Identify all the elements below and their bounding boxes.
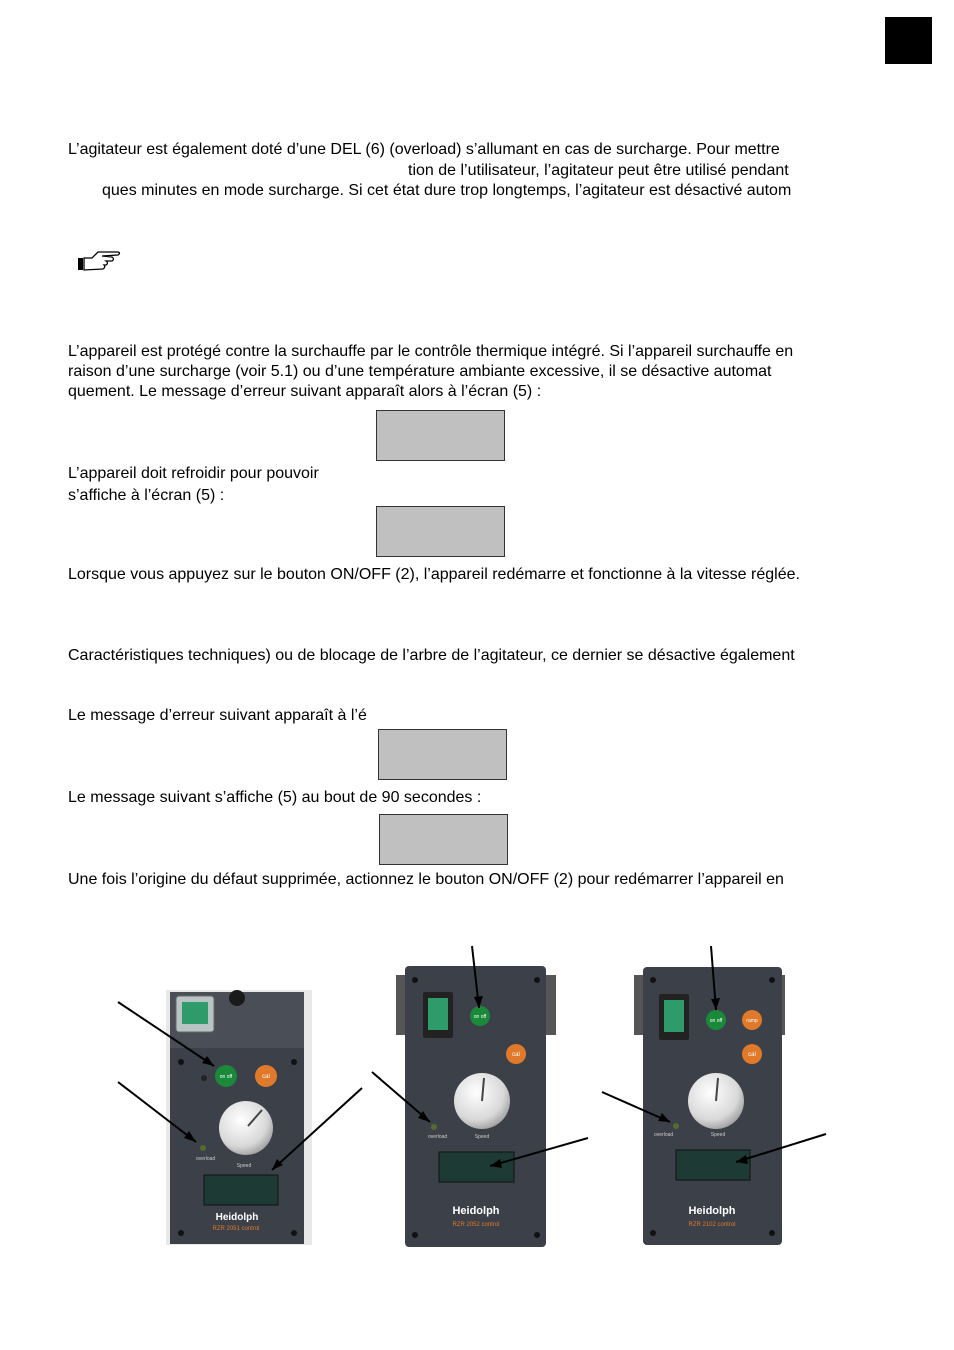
- text-line: Caractéristiques techniques) ou de blocage de l’arbre de l’agitateur, ce dernier se désactive également: [68, 647, 795, 664]
- display-message-box: [376, 506, 505, 557]
- device-2-knob-label: Speed: [474, 1134, 490, 1140]
- device-3-button2-label: ramp: [746, 1018, 758, 1024]
- text-line: quement. Le message d’erreur suivant apparaît alors à l’écran (5) :: [68, 383, 542, 400]
- text-line: L’appareil est protégé contre la surchauffe par le contrôle thermique intégré. Si l’appareil surchauffe en: [68, 343, 794, 360]
- text-line: Le message d’erreur suivant apparaît à l’é: [68, 707, 367, 724]
- display-message-box: [379, 814, 508, 865]
- device-1-knob-label: Speed: [236, 1163, 252, 1169]
- display-message-box: [378, 729, 507, 780]
- device-3-button3-label: cal: [748, 1052, 756, 1058]
- device-3-button1-label: on off: [709, 1018, 723, 1024]
- device-3-led-label: overload: [654, 1132, 674, 1138]
- text-line: ques minutes en mode surcharge. Si cet état dure trop longtemps, l’agitateur est désactivé autom: [102, 182, 792, 199]
- text-line: L’agitateur est également doté d’une DEL (6) (overload) s’allumant en cas de surcharge. Pour mettre: [68, 141, 780, 158]
- device-3-model: RZR 2102 control: [688, 1222, 736, 1228]
- device-2-button1-label: on off: [473, 1014, 487, 1020]
- device-2-brand: Heidolph: [452, 1205, 500, 1217]
- device-2-model: RZR 2052 control: [452, 1222, 500, 1228]
- text-line: Le message suivant s’affiche (5) au bout de 90 secondes :: [68, 789, 482, 806]
- device-2-button2-label: cal: [512, 1052, 520, 1058]
- device-1-model: RZR 2051 control: [212, 1226, 260, 1232]
- device-1-brand: Heidolph: [215, 1212, 259, 1223]
- device-3-knob-label: Speed: [710, 1132, 726, 1138]
- pointing-hand-icon: [76, 248, 122, 274]
- device-1-photo: [166, 990, 312, 1245]
- text-line: s’affiche à l’écran (5) :: [68, 487, 225, 504]
- display-message-box: [376, 410, 505, 461]
- device-2-led-label: overload: [428, 1134, 448, 1140]
- text-line: raison d’une surcharge (voir 5.1) ou d’une température ambiante excessive, il se désactive automat: [68, 363, 772, 380]
- device-3-photo: [634, 967, 785, 1245]
- device-1-button2-label: cal: [262, 1074, 270, 1080]
- device-1-led-label: overload: [196, 1156, 216, 1162]
- device-1-button1-label: on off: [219, 1074, 233, 1080]
- text-line: Une fois l’origine du défaut supprimée, actionnez le bouton ON/OFF (2) pour redémarrer l’appareil en: [68, 871, 784, 888]
- device-3-brand: Heidolph: [688, 1205, 736, 1217]
- device-2-photo: [396, 966, 556, 1247]
- text-line: Lorsque vous appuyez sur le bouton ON/OFF (2), l’appareil redémarre et fonctionne à la vitesse réglée.: [68, 566, 800, 583]
- text-line: L’appareil doit refroidir pour pouvoir: [68, 465, 319, 482]
- corner-tab: [885, 17, 932, 64]
- text-line: tion de l’utilisateur, l’agitateur peut être utilisé pendant: [408, 162, 789, 179]
- device-photos: [0, 930, 954, 1260]
